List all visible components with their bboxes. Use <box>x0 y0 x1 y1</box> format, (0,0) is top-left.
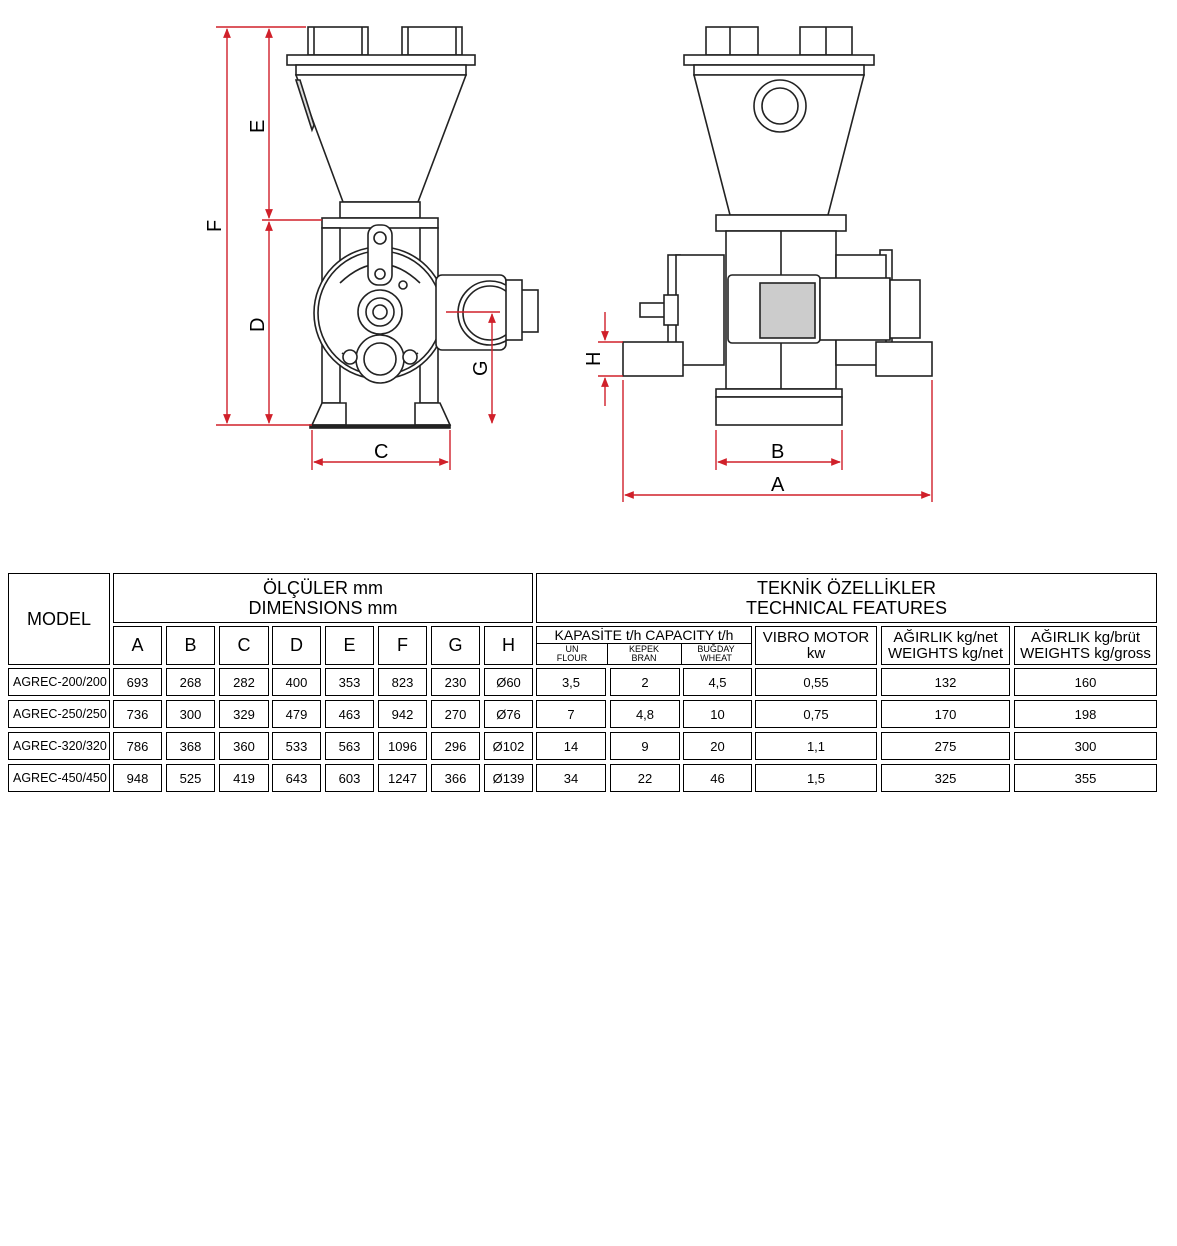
dim-e-cell: 563 <box>325 732 374 760</box>
dim-a-cell: 693 <box>113 668 162 696</box>
dim-f-cell: 942 <box>378 700 427 728</box>
capacity-sub-bran-tr: KEPEK <box>628 644 659 654</box>
dim-label-h: H <box>583 351 605 366</box>
dim-a-cell: 786 <box>113 732 162 760</box>
dim-header-g: G <box>431 626 480 665</box>
dimensions-header-en: DIMENSIONS mm <box>248 598 398 618</box>
dim-f-cell: 823 <box>378 668 427 696</box>
capacity-sub-wheat <box>681 645 751 663</box>
dim-label-c: C <box>374 441 389 463</box>
bran-capacity-cell: 22 <box>610 764 680 792</box>
dim-d-cell: 479 <box>272 700 321 728</box>
net-weight-cell: 325 <box>881 764 1010 792</box>
dim-label-b: B <box>771 441 785 463</box>
dim-h-cell: Ø76 <box>484 700 533 728</box>
model-cell: AGREC-200/200 <box>8 668 110 696</box>
model-header-label: MODEL <box>26 609 91 629</box>
capacity-sub-bran <box>607 645 681 663</box>
dim-b-cell: 368 <box>166 732 215 760</box>
dim-g-cell: 230 <box>431 668 480 696</box>
dim-e-cell: 463 <box>325 700 374 728</box>
wheat-capacity-cell: 4,5 <box>683 668 752 696</box>
wheat-capacity-cell: 10 <box>683 700 752 728</box>
model-cell: AGREC-250/250 <box>8 700 110 728</box>
net-weight-header-l1: AĞIRLIK kg/net <box>893 628 998 646</box>
wheat-capacity-cell: 46 <box>683 764 752 792</box>
technical-drawing <box>0 0 1177 540</box>
dim-g-cell: 296 <box>431 732 480 760</box>
vibro-motor-cell: 0,75 <box>755 700 877 728</box>
gross-weight-cell: 160 <box>1014 668 1157 696</box>
dim-d-cell: 533 <box>272 732 321 760</box>
vibro-motor-cell: 1,1 <box>755 732 877 760</box>
net-weight-cell: 170 <box>881 700 1010 728</box>
vibro-header-l2: kw <box>806 644 826 662</box>
model-header <box>8 573 110 665</box>
dim-label-d: D <box>247 317 269 332</box>
dim-header-a: A <box>113 626 162 665</box>
flour-capacity-cell: 7 <box>536 700 606 728</box>
gross-weight-cell: 300 <box>1014 732 1157 760</box>
net-weight-header-l2: WEIGHTS kg/net <box>887 644 1004 662</box>
dim-header-c: C <box>219 626 269 665</box>
dim-a-cell: 948 <box>113 764 162 792</box>
dim-header-d: D <box>272 626 321 665</box>
flour-capacity-cell: 3,5 <box>536 668 606 696</box>
dim-h-cell: Ø139 <box>484 764 533 792</box>
vibro-header <box>755 626 877 665</box>
capacity-sub-flour <box>537 645 607 663</box>
capacity-sub-flour-en: FLOUR <box>556 653 588 663</box>
dim-header-b: B <box>166 626 215 665</box>
gross-weight-cell: 355 <box>1014 764 1157 792</box>
dim-label-f: F <box>204 219 226 232</box>
net-weight-header <box>881 626 1010 665</box>
dimensions-header <box>113 573 533 623</box>
vibro-motor-cell: 0,55 <box>755 668 877 696</box>
wheat-capacity-cell: 20 <box>683 732 752 760</box>
dim-b-cell: 525 <box>166 764 215 792</box>
model-cell: AGREC-320/320 <box>8 732 110 760</box>
dim-header-e: E <box>325 626 374 665</box>
flour-capacity-cell: 34 <box>536 764 606 792</box>
dim-label-a: A <box>771 474 785 496</box>
capacity-header <box>536 626 752 665</box>
gross-weight-header <box>1014 626 1157 665</box>
gross-weight-cell: 198 <box>1014 700 1157 728</box>
gross-weight-header-l2: WEIGHTS kg/gross <box>1020 644 1151 662</box>
dim-g-cell: 270 <box>431 700 480 728</box>
dim-e-cell: 353 <box>325 668 374 696</box>
dim-f-cell: 1247 <box>378 764 427 792</box>
dim-g-cell: 366 <box>431 764 480 792</box>
dim-h-cell: Ø60 <box>484 668 533 696</box>
flour-capacity-cell: 14 <box>536 732 606 760</box>
dim-c-cell: 360 <box>219 732 269 760</box>
dim-header-h: H <box>484 626 533 665</box>
model-cell: AGREC-450/450 <box>8 764 110 792</box>
bran-capacity-cell: 2 <box>610 668 680 696</box>
net-weight-cell: 275 <box>881 732 1010 760</box>
dim-d-cell: 643 <box>272 764 321 792</box>
dim-b-cell: 268 <box>166 668 215 696</box>
dim-a-cell: 736 <box>113 700 162 728</box>
bran-capacity-cell: 4,8 <box>610 700 680 728</box>
dim-c-cell: 329 <box>219 700 269 728</box>
front-view <box>623 27 932 425</box>
features-header <box>536 573 1157 623</box>
capacity-sub-wheat-en: WHEAT <box>700 653 732 663</box>
capacity-sub-flour-tr: UN <box>565 644 579 654</box>
side-view <box>287 27 538 428</box>
dim-e-cell: 603 <box>325 764 374 792</box>
capacity-header-label: KAPASİTE t/h CAPACITY t/h <box>554 627 734 643</box>
features-header-en: TECHNICAL FEATURES <box>745 598 948 618</box>
dim-d-cell: 400 <box>272 668 321 696</box>
dim-f-cell: 1096 <box>378 732 427 760</box>
vibro-header-l1: VIBRO MOTOR <box>762 628 870 646</box>
dim-header-f: F <box>378 626 427 665</box>
dim-c-cell: 419 <box>219 764 269 792</box>
dim-label-e: E <box>247 119 269 133</box>
dimensions-header-tr: ÖLÇÜLER mm <box>262 578 383 598</box>
capacity-sub-wheat-tr: BUĞDAY <box>697 644 735 654</box>
bran-capacity-cell: 9 <box>610 732 680 760</box>
features-header-tr: TEKNİK ÖZELLİKLER <box>756 578 937 598</box>
dim-c-cell: 282 <box>219 668 269 696</box>
capacity-sub-bran-en: BRAN <box>631 653 657 663</box>
dim-b-cell: 300 <box>166 700 215 728</box>
net-weight-cell: 132 <box>881 668 1010 696</box>
vibro-motor-cell: 1,5 <box>755 764 877 792</box>
dim-h-cell: Ø102 <box>484 732 533 760</box>
gross-weight-header-l1: AĞIRLIK kg/brüt <box>1030 628 1141 646</box>
dim-label-g: G <box>470 360 492 376</box>
